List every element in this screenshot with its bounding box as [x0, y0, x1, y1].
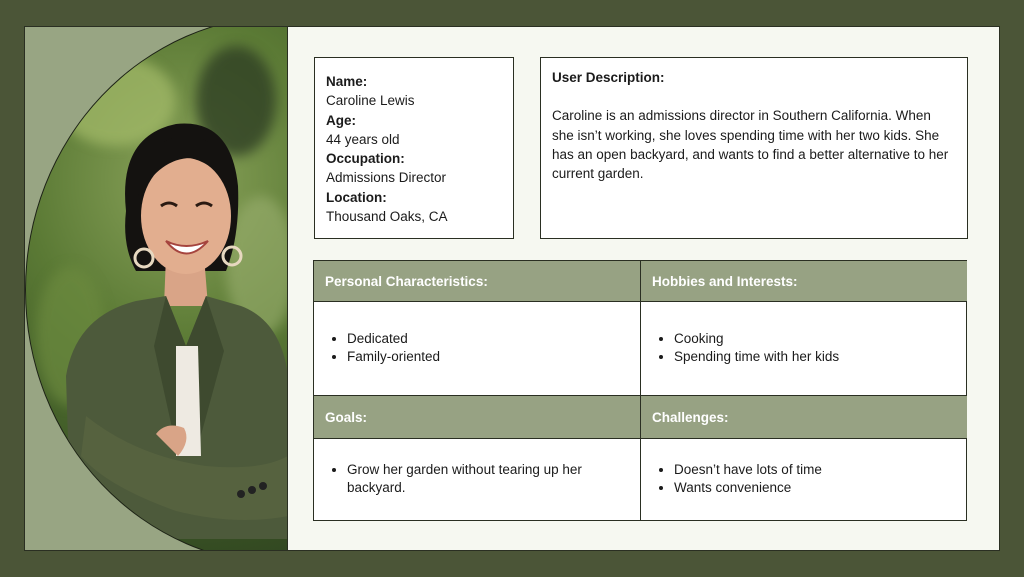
persona-slide — [24, 26, 1000, 551]
name-value: Caroline Lewis — [326, 93, 415, 109]
goals-list — [314, 461, 614, 496]
list-item: • Grow her garden without tearing up her backyard. — [347, 461, 614, 496]
goals-header: Goals: — [314, 396, 640, 438]
photo-panel — [25, 27, 288, 550]
hobbies-list — [641, 330, 967, 365]
age-label: Age: — [326, 112, 356, 128]
description-title: User Description: — [552, 70, 665, 85]
location-value: Thousand Oaks, CA — [326, 209, 448, 225]
list-item: • Family-oriented — [347, 348, 640, 366]
challenges-header: Challenges: — [641, 396, 967, 438]
persona-info-card — [314, 57, 514, 239]
list-item: • Spending time with her kids — [674, 348, 967, 366]
persona-details-grid — [313, 260, 967, 521]
occupation-label: Occupation: — [326, 151, 405, 167]
list-item: • Wants convenience — [674, 479, 967, 497]
description-text: Caroline is an admissions director in Southern California. When she isn’t working, she loves spending time with her two kids. She has an open backyard, and wants to find a better alternative to her current garden. — [552, 108, 949, 182]
list-item: • Dedicated — [347, 330, 640, 348]
hobbies-header: Hobbies and Interests: — [641, 261, 967, 301]
characteristics-header: Personal Characteristics: — [314, 261, 640, 301]
location-label: Location: — [326, 189, 387, 205]
persona-photo — [25, 27, 288, 550]
list-item: • Cooking — [674, 330, 967, 348]
list-item: • Doesn’t have lots of time — [674, 461, 967, 479]
age-value: 44 years old — [326, 131, 400, 147]
person-illustration — [26, 27, 288, 539]
characteristics-list — [314, 330, 640, 365]
user-description-card — [540, 57, 968, 239]
occupation-value: Admissions Director — [326, 170, 447, 186]
challenges-list — [641, 461, 967, 496]
name-label: Name: — [326, 74, 368, 89]
